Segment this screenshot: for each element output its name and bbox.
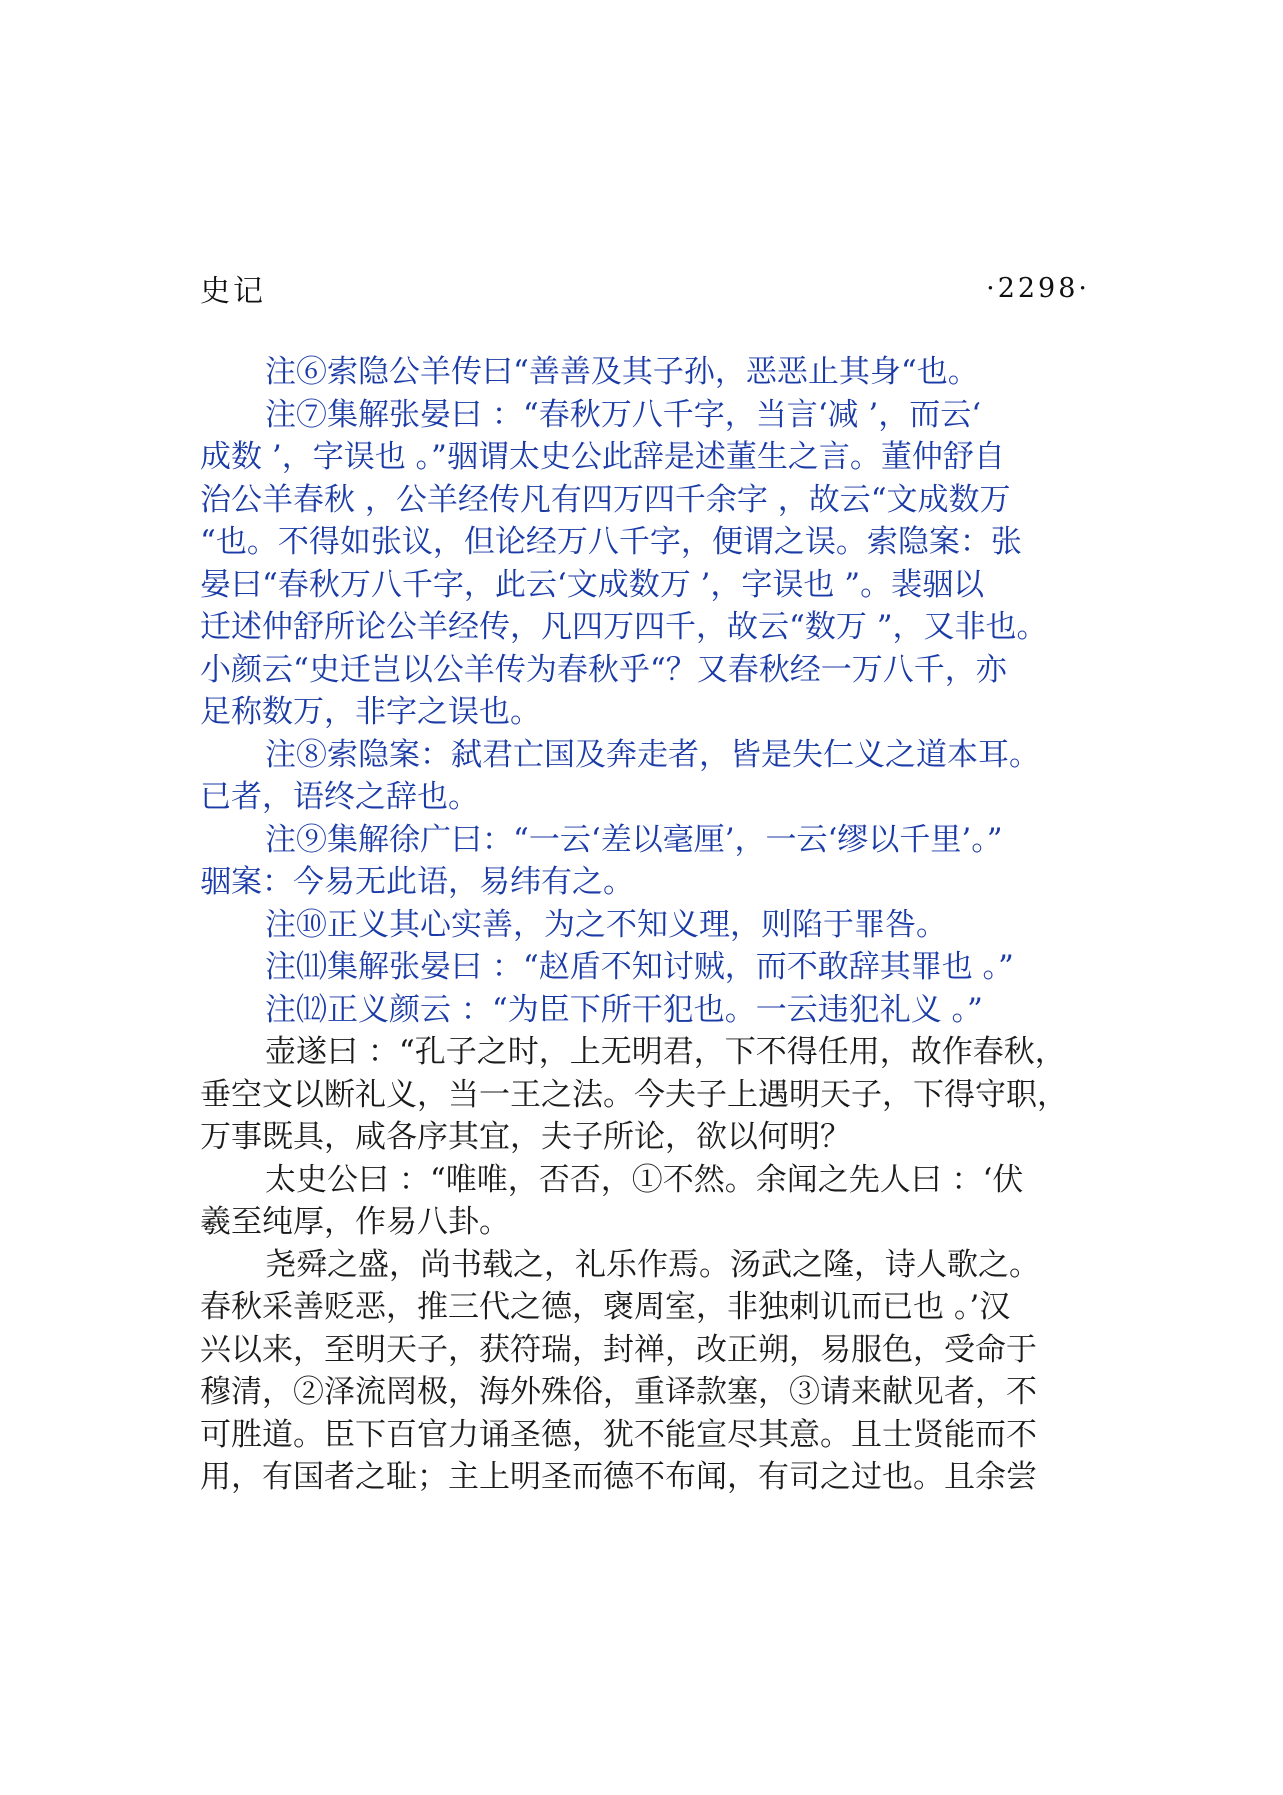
text-line: 壶遂曰 ：“孔子之时，上无明君，下不得任用，故作春秋， — [265, 1034, 1066, 1070]
text-line: 春秋采善贬恶，推三代之德，襃周室，非独刺讥而已也 。’汉 — [200, 1289, 1011, 1325]
annotation-line: 足称数万，非字之误也。 — [200, 694, 541, 730]
annotation-line: 治公羊春秋 ，公羊经传凡有四万四千余字 ，故云“文成数万 — [200, 481, 1011, 518]
annotation-line: 注⑾集解张晏曰 ：“赵盾不知讨贼，而不敢辞其罪也 。” — [265, 949, 1014, 985]
annotation-line: 注⑦集解张晏曰 ：“春秋万八千字，当言‘减 ’，而云‘ — [265, 396, 982, 433]
running-head — [200, 268, 1090, 308]
annotation-line: 注⑥索隐公羊传曰“善善及其子孙，恶恶止其身“也。 — [265, 354, 979, 390]
text-line: 太史公曰 ：“唯唯，否否，①不然。余闻之先人曰 ：‘伏 — [265, 1161, 1024, 1198]
book-title: 史记 — [200, 274, 266, 309]
text-line: 羲至纯厚，作易八卦。 — [200, 1204, 510, 1240]
text-line: 万事既具，咸各序其宜，夫子所论，欲以何明？ — [200, 1119, 851, 1155]
annotation-line: 已者，语终之辞也。 — [200, 779, 479, 815]
text-line: 尧舜之盛，尚书载之，礼乐作焉。汤武之隆，诗人歌之。 — [265, 1246, 1040, 1283]
annotation-line: 注⑧索隐案：弑君亡国及奔走者，皆是失仁义之道本耳。 — [265, 736, 1040, 773]
page-number: ·2298· — [986, 272, 1090, 304]
annotation-line: 迁述仲舒所论公羊经传，凡四万四千，故云“数万 ”，又非也。 — [200, 609, 1048, 645]
body-text — [200, 351, 1100, 1499]
annotation-line: 晏曰“春秋万八千字，此云‘文成数万 ’，字误也 ”。裴骃以 — [200, 566, 985, 603]
annotation-line: “也。不得如张议，但论经万八千字，便谓之误。索隐案：张 — [200, 524, 1022, 560]
annotation-line: 注⑨集解徐广曰：“一云‘差以毫厘’，一云‘缪以千里’。” — [265, 821, 1003, 858]
text-line: 用，有国者之耻；主上明圣而德不布闻，有司之过也。且余尝 — [200, 1459, 1037, 1495]
text-line: 可胜道。臣下百官力诵圣德，犹不能宣尽其意。且士贤能而不 — [200, 1416, 1037, 1453]
annotation-line: 骃案：今易无此语，易纬有之。 — [200, 864, 634, 900]
text-line: 穆清，②泽流罔极，海外殊俗，重译款塞，③请来献见者，不 — [200, 1374, 1037, 1410]
text-line: 兴以来，至明天子，获符瑞，封禅，改正朔，易服色，受命于 — [200, 1331, 1037, 1368]
annotation-line: 小颜云“史迁岂以公羊传为春秋乎“？又春秋经一万八千，亦 — [200, 651, 1007, 688]
annotation-line: 注⑿正义颜云 ：“为臣下所干犯也。一云违犯礼义 。” — [265, 991, 983, 1028]
text-line: 垂空文以断礼义，当一王之法。今夫子上遇明天子，下得守职， — [200, 1076, 1068, 1113]
annotation-line: 成数 ’，字误也 。”骃谓太史公此辞是述董生之言。董仲舒自 — [200, 439, 1005, 475]
annotation-line: 注⑩正义其心实善，为之不知义理，则陷于罪咎。 — [265, 906, 947, 943]
